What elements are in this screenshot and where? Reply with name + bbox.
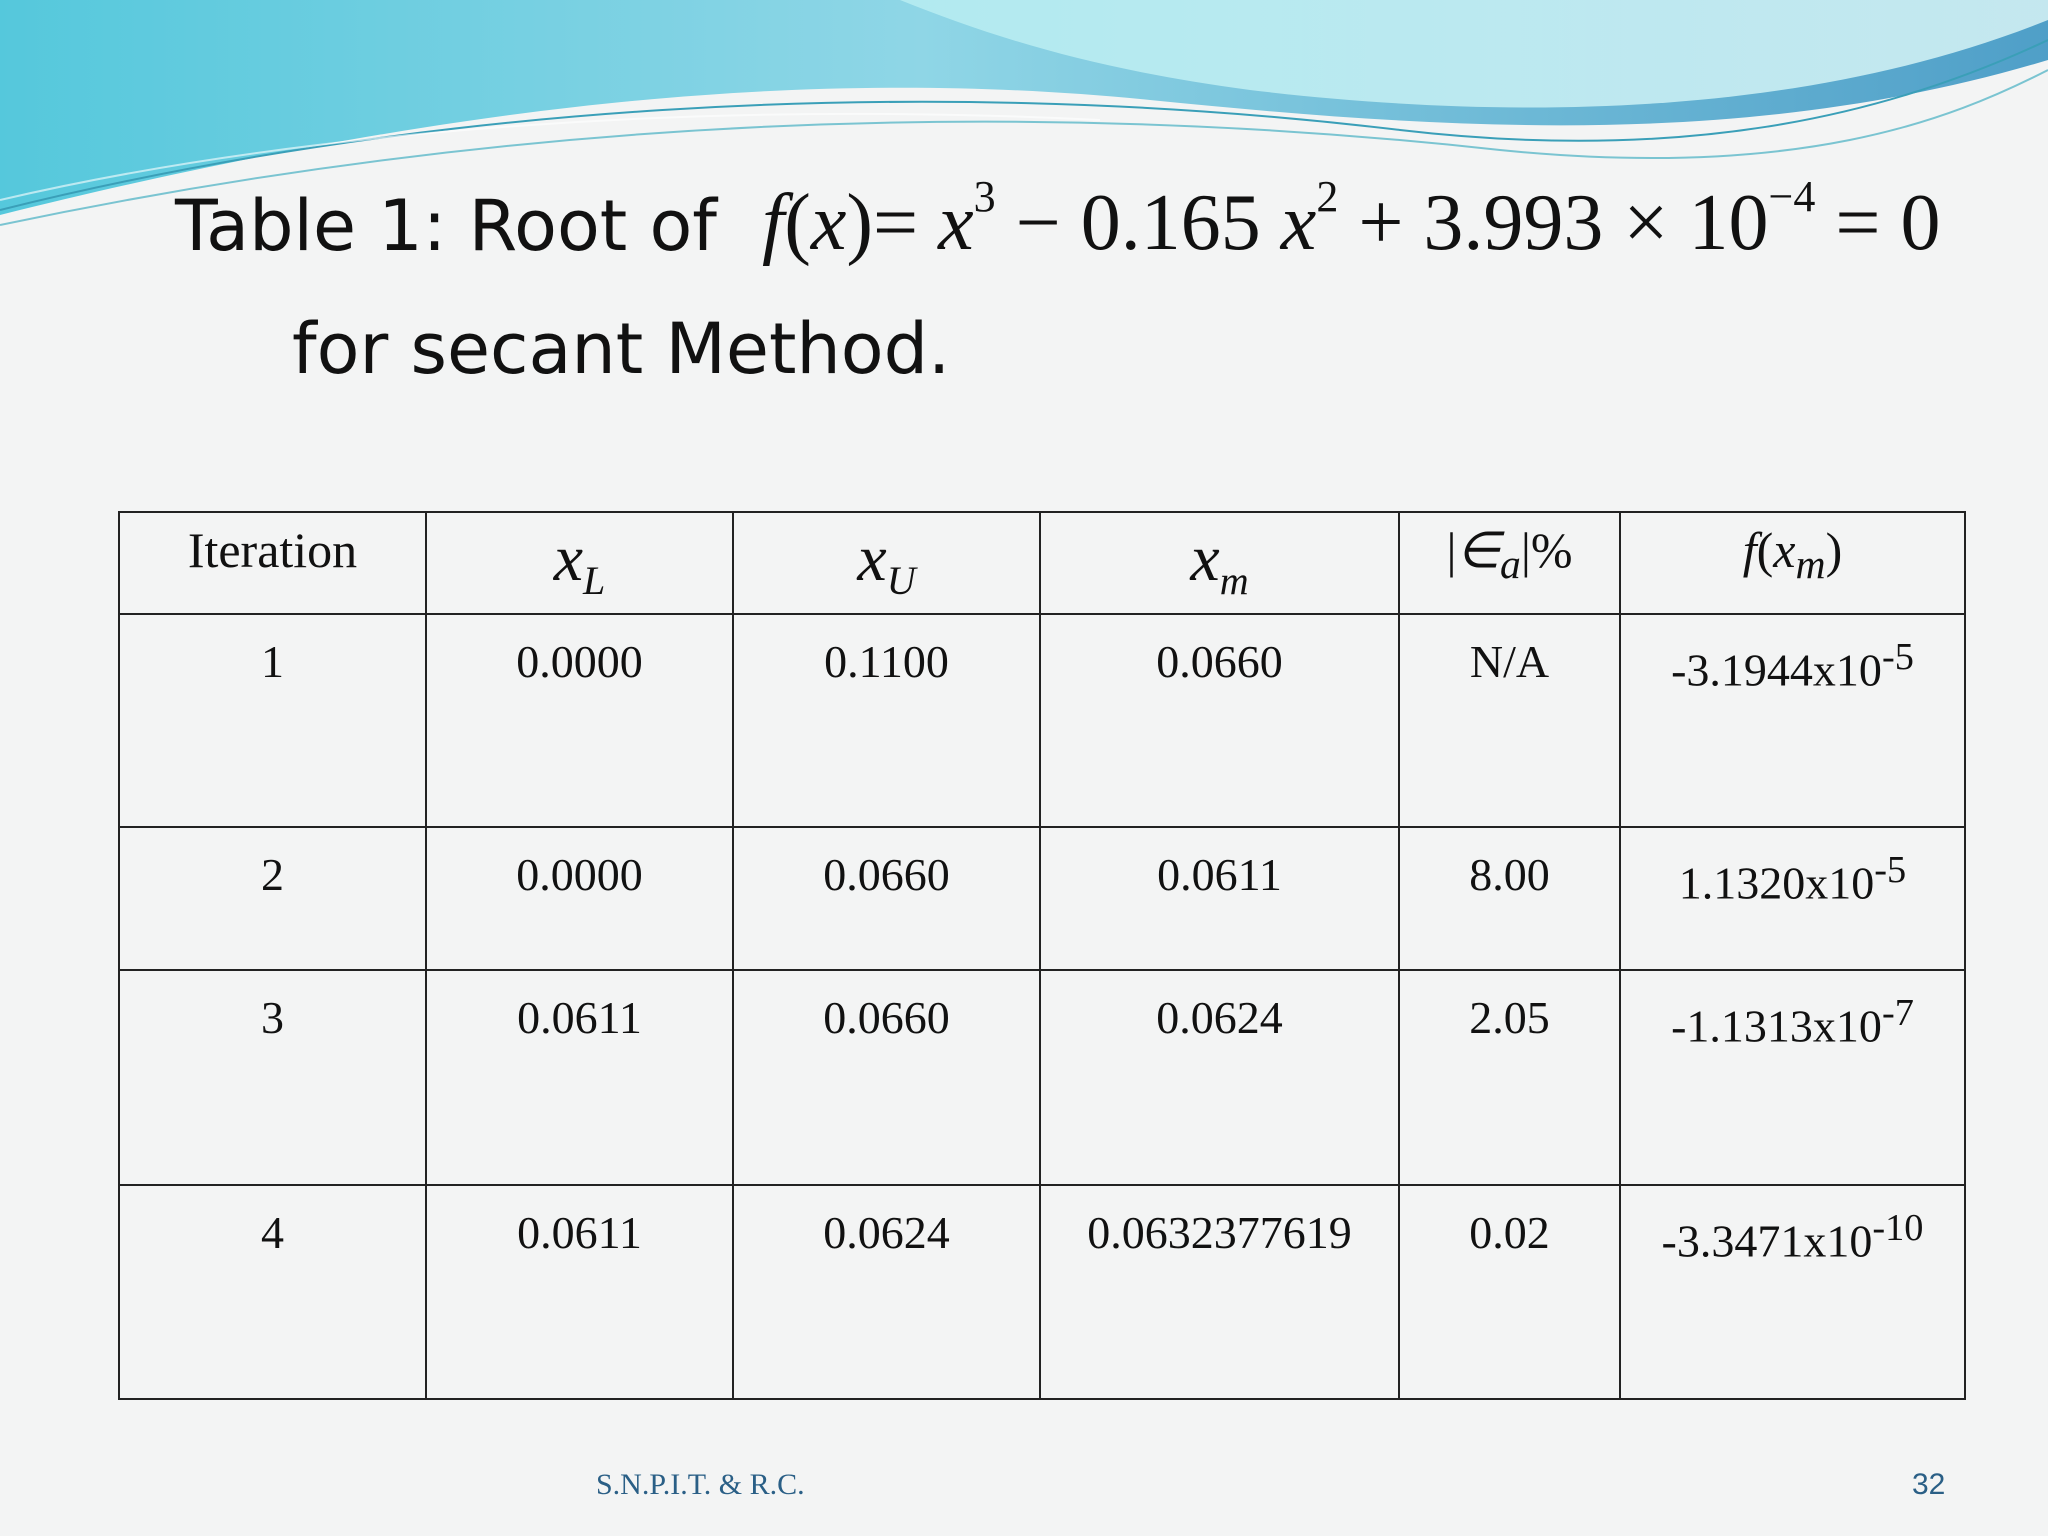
header-x-upper: $x_U$ xyxy=(733,512,1040,614)
cell-xl: 0.0000 xyxy=(426,827,733,971)
cell-xm: 0.0624 xyxy=(1040,970,1399,1185)
cell-iteration: 2 xyxy=(119,827,426,971)
cell-fxm: $1.1320x10^{-5}$ xyxy=(1620,827,1965,971)
cell-xu: 0.0660 xyxy=(733,827,1040,971)
table-row xyxy=(119,614,1965,827)
cell-error: 2.05 xyxy=(1399,970,1620,1185)
secant-results-table xyxy=(118,511,1966,1400)
table-row xyxy=(119,970,1965,1185)
cell-xu: 0.0624 xyxy=(733,1185,1040,1399)
cell-error: 0.02 xyxy=(1399,1185,1620,1399)
cell-error: N/A xyxy=(1399,614,1620,827)
equation-formula: $f(x)= x^3 - 0.165$ $x^2 + 3.993 \times 10^{-4} = 0$ xyxy=(762,172,1941,267)
header-abs-rel-error: $|\in_a|\%$ xyxy=(1399,512,1620,614)
cell-fxm: $-3.1944x10^{-5}$ xyxy=(1620,614,1965,827)
header-x-middle: $x_m$ xyxy=(1040,512,1399,614)
cell-iteration: 3 xyxy=(119,970,426,1185)
table-header-row xyxy=(119,512,1965,614)
cell-fxm: $-3.3471x10^{-10}$ xyxy=(1620,1185,1965,1399)
footer-institution: S.N.P.I.T. & R.C. xyxy=(596,1468,805,1501)
cell-xm: 0.0611 xyxy=(1040,827,1399,971)
cell-iteration: 1 xyxy=(119,614,426,827)
cell-xu: 0.0660 xyxy=(733,970,1040,1185)
cell-xl: 0.0000 xyxy=(426,614,733,827)
title-line-1: Table 1: Root of xyxy=(175,185,717,267)
cell-xu: 0.1100 xyxy=(733,614,1040,827)
table-row xyxy=(119,1185,1965,1399)
title-line-2: for secant Method. xyxy=(292,308,951,390)
cell-xl: 0.0611 xyxy=(426,970,733,1185)
cell-error: 8.00 xyxy=(1399,827,1620,971)
cell-fxm: $-1.1313x10^{-7}$ xyxy=(1620,970,1965,1185)
footer-page-number: 32 xyxy=(1912,1468,1946,1501)
cell-xl: 0.0611 xyxy=(426,1185,733,1399)
header-iteration: Iteration xyxy=(119,512,426,614)
cell-xm: 0.0660 xyxy=(1040,614,1399,827)
header-x-lower: $x_L$ xyxy=(426,512,733,614)
table-row xyxy=(119,827,1965,971)
cell-iteration: 4 xyxy=(119,1185,426,1399)
header-f-of-xm: $f(x_m)$ xyxy=(1620,512,1965,614)
cell-xm: 0.0632377619 xyxy=(1040,1185,1399,1399)
